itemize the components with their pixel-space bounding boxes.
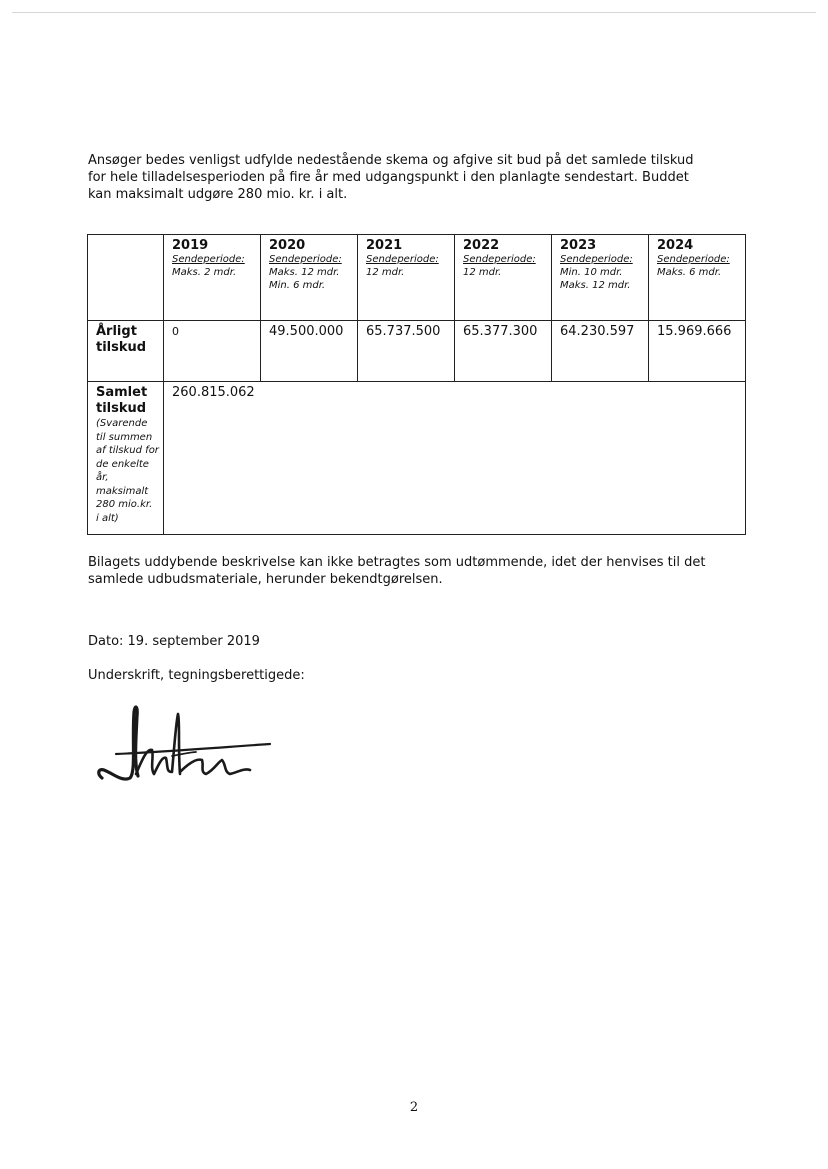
year-label: 2020 [269,238,306,253]
period-value: Min. 6 mdr. [269,280,326,291]
signature-label: Underskrift, tegningsberettigede: [88,668,305,683]
year-cell-2024 [649,235,746,321]
note-line: af tilskud for [96,445,159,456]
annual-value-2021 [358,321,455,382]
value-text: 49.500.000 [269,324,344,339]
value-text: 15.969.666 [657,324,732,339]
period-label: Sendeperiode: [269,254,342,265]
value-text: 65.737.500 [366,324,441,339]
period-value: Maks. 6 mdr. [657,267,722,278]
value-text: 0 [172,325,179,338]
total-value-cell [164,382,746,535]
year-label: 2022 [463,238,500,253]
year-cell-2019 [164,235,261,321]
year-cell-2021 [358,235,455,321]
annual-value-2019 [164,321,261,382]
note-line: år, [96,472,109,483]
handwritten-signature [92,700,282,795]
year-label: 2024 [657,238,694,253]
annual-value-2023 [552,321,649,382]
period-value: 12 mdr. [366,267,405,278]
period-label: Sendeperiode: [172,254,245,265]
note-line: de enkelte [96,458,149,470]
row-label-line: Årligt [96,324,137,339]
disclaimer-line: Bilagets uddybende beskrivelse kan ikke betragtes som udtømmende, idet der henvises til det [88,555,706,570]
intro-line: Ansøger bedes venligst udfylde nedestående skema og afgive sit bud på det samlede tilskud [88,153,694,168]
period-value: Maks. 12 mdr. [269,267,340,278]
intro-line: kan maksimalt udgøre 280 mio. kr. i alt. [88,187,348,202]
empty-corner-cell [88,235,164,321]
row-label-line: tilskud [96,401,147,416]
note-line: (Svarende [96,418,148,429]
annual-subsidy-label [88,321,164,382]
year-cell-2023 [552,235,649,321]
period-label: Sendeperiode: [366,254,439,265]
value-text: 65.377.300 [463,324,538,339]
period-label: Sendeperiode: [560,254,633,265]
annual-value-2024 [649,321,746,382]
total-subsidy-row [88,382,746,535]
intro-line: for hele tilladelsesperioden på fire år med udgangspunkt i den planlagte sendestart. Buddet [88,170,689,185]
annual-value-2022 [455,321,552,382]
annual-subsidy-row [88,321,746,382]
date-line: Dato: 19. september 2019 [88,634,260,649]
note-line: 280 mio.kr. [96,499,153,510]
bid-table [87,234,746,535]
total-subsidy-label [88,382,164,535]
period-value: 12 mdr. [463,267,502,278]
period-value: Maks. 2 mdr. [172,267,237,278]
year-cell-2020 [261,235,358,321]
note-line: i alt) [96,512,119,524]
disclaimer-line: samlede udbudsmateriale, herunder bekendtgørelsen. [88,572,443,587]
top-rule [12,12,816,13]
year-label: 2023 [560,238,597,253]
period-value: Maks. 12 mdr. [560,280,631,291]
row-label-line: tilskud [96,340,147,355]
annual-value-2020 [261,321,358,382]
period-label: Sendeperiode: [463,254,536,265]
period-label: Sendeperiode: [657,254,730,265]
year-label: 2019 [172,238,209,253]
note-line: til summen [96,431,153,443]
total-value: 260.815.062 [172,385,255,400]
value-text: 64.230.597 [560,324,635,339]
note-line: maksimalt [96,485,149,497]
row-label-line: Samlet [96,385,148,400]
page-number: 2 [409,1100,419,1115]
year-cell-2022 [455,235,552,321]
intro-paragraph [88,152,748,203]
disclaimer-paragraph [88,554,748,588]
year-header-row [88,235,746,321]
year-label: 2021 [366,238,403,253]
period-value: Min. 10 mdr. [560,267,623,278]
